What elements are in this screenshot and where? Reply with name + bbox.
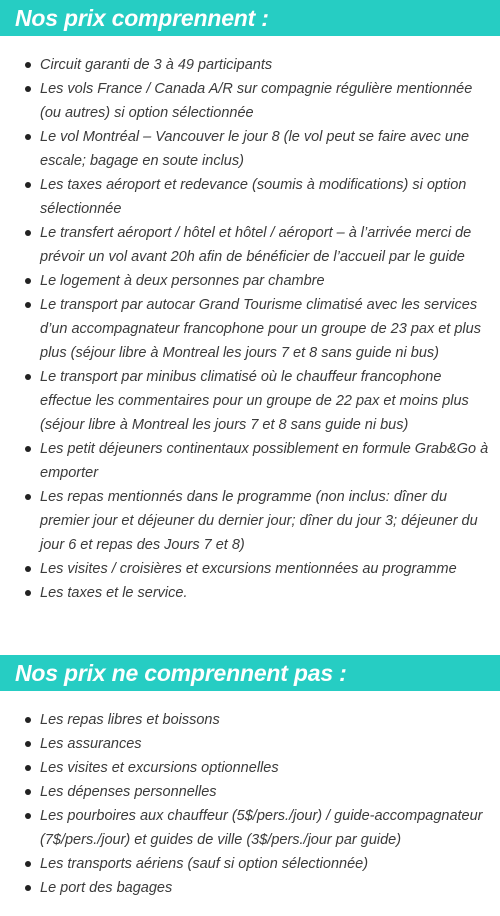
list-item xyxy=(0,852,500,876)
list-item-text: Circuit garanti de 3 à 49 participants xyxy=(40,57,273,73)
list-item xyxy=(0,53,500,77)
list-item-text: Les repas libres et boissons xyxy=(40,712,220,728)
bullet-icon xyxy=(25,494,31,500)
list-item-text: Les dépenses personnelles xyxy=(40,784,217,800)
list-item xyxy=(0,437,500,485)
list-item xyxy=(0,269,500,293)
list-item-text: Les visites et excursions optionnelles xyxy=(40,760,279,776)
list-item-text: Le transfert aéroport / hôtel et hôtel / aéroport – à l’arrivée merci de prévoir un vol avant 20h afin de bénéficier de l’accueil par le guide xyxy=(40,225,472,265)
bullet-icon xyxy=(25,741,31,747)
bullet-icon xyxy=(25,230,31,236)
excluded-header xyxy=(0,655,500,691)
list-item-text: Le logement à deux personnes par chambre xyxy=(40,273,325,289)
list-item-text: Les taxes et le service. xyxy=(40,585,188,601)
excluded-list xyxy=(0,708,500,900)
included-title: Nos prix comprennent : xyxy=(15,5,269,31)
list-item xyxy=(0,581,500,605)
list-item-text: Le vol Montréal – Vancouver le jour 8 (le vol peut se faire avec une escale; bagage en soute inclus) xyxy=(40,129,470,169)
list-item-text: Les pourboires aux chauffeur (5$/pers./jour) / guide-accompagnateur (7$/pers./jour) et guides de ville (3$/pers./jour par guide) xyxy=(40,808,483,848)
included-header xyxy=(0,0,500,36)
list-item xyxy=(0,708,500,732)
list-item-text: Les petit déjeuners continentaux possiblement en formule Grab&Go à emporter xyxy=(40,441,489,481)
list-item xyxy=(0,876,500,900)
bullet-icon xyxy=(25,861,31,867)
bullet-icon xyxy=(25,134,31,140)
list-item xyxy=(0,77,500,125)
list-item-text: Les repas mentionnés dans le programme (non inclus: dîner du premier jour et déjeuner du dernier jour; dîner du jour 3; déjeuner du jour 6 et repas des Jours 7 et 8) xyxy=(40,489,478,553)
bullet-icon xyxy=(25,590,31,596)
list-item xyxy=(0,780,500,804)
list-item xyxy=(0,557,500,581)
list-item xyxy=(0,485,500,557)
bullet-icon xyxy=(25,813,31,819)
bullet-icon xyxy=(25,62,31,68)
list-item-text: Les assurances xyxy=(40,736,142,752)
list-item-text: Le port des bagages xyxy=(40,880,173,896)
list-item xyxy=(0,173,500,221)
list-item xyxy=(0,804,500,852)
list-item-text: Les visites / croisières et excursions mentionnées au programme xyxy=(40,561,457,577)
bullet-icon xyxy=(25,446,31,452)
bullet-icon xyxy=(25,789,31,795)
excluded-section xyxy=(0,655,500,900)
bullet-icon xyxy=(25,302,31,308)
list-item xyxy=(0,732,500,756)
list-item xyxy=(0,756,500,780)
list-item-text: Le transport par autocar Grand Tourisme climatisé avec les services d’un accompagnateur francophone pour un groupe de 23 pax et plus plus (séjour libre à Montreal les jours 7 et 8 sans guide ni bus) xyxy=(40,297,481,361)
list-item-text: Les vols France / Canada A/R sur compagnie régulière mentionnée (ou autres) si option sélectionnée xyxy=(40,81,473,121)
list-item-text: Les taxes aéroport et redevance (soumis à modifications) si option sélectionnée xyxy=(40,177,467,217)
included-list xyxy=(0,53,500,605)
excluded-title: Nos prix ne comprennent pas : xyxy=(15,660,347,686)
bullet-icon xyxy=(25,182,31,188)
list-item-text: Les transports aériens (sauf si option sélectionnée) xyxy=(40,856,369,872)
list-item xyxy=(0,365,500,437)
bullet-icon xyxy=(25,278,31,284)
bullet-icon xyxy=(25,566,31,572)
bullet-icon xyxy=(25,717,31,723)
bullet-icon xyxy=(25,374,31,380)
list-item xyxy=(0,125,500,173)
list-item-text: Le transport par minibus climatisé où le chauffeur francophone effectue les commentaires pour un groupe de 22 pax et moins plus (séjour libre à Montreal les jours 7 et 8 sans guide ni bus) xyxy=(40,369,469,433)
list-item xyxy=(0,293,500,365)
bullet-icon xyxy=(25,765,31,771)
bullet-icon xyxy=(25,885,31,891)
list-item xyxy=(0,221,500,269)
bullet-icon xyxy=(25,86,31,92)
